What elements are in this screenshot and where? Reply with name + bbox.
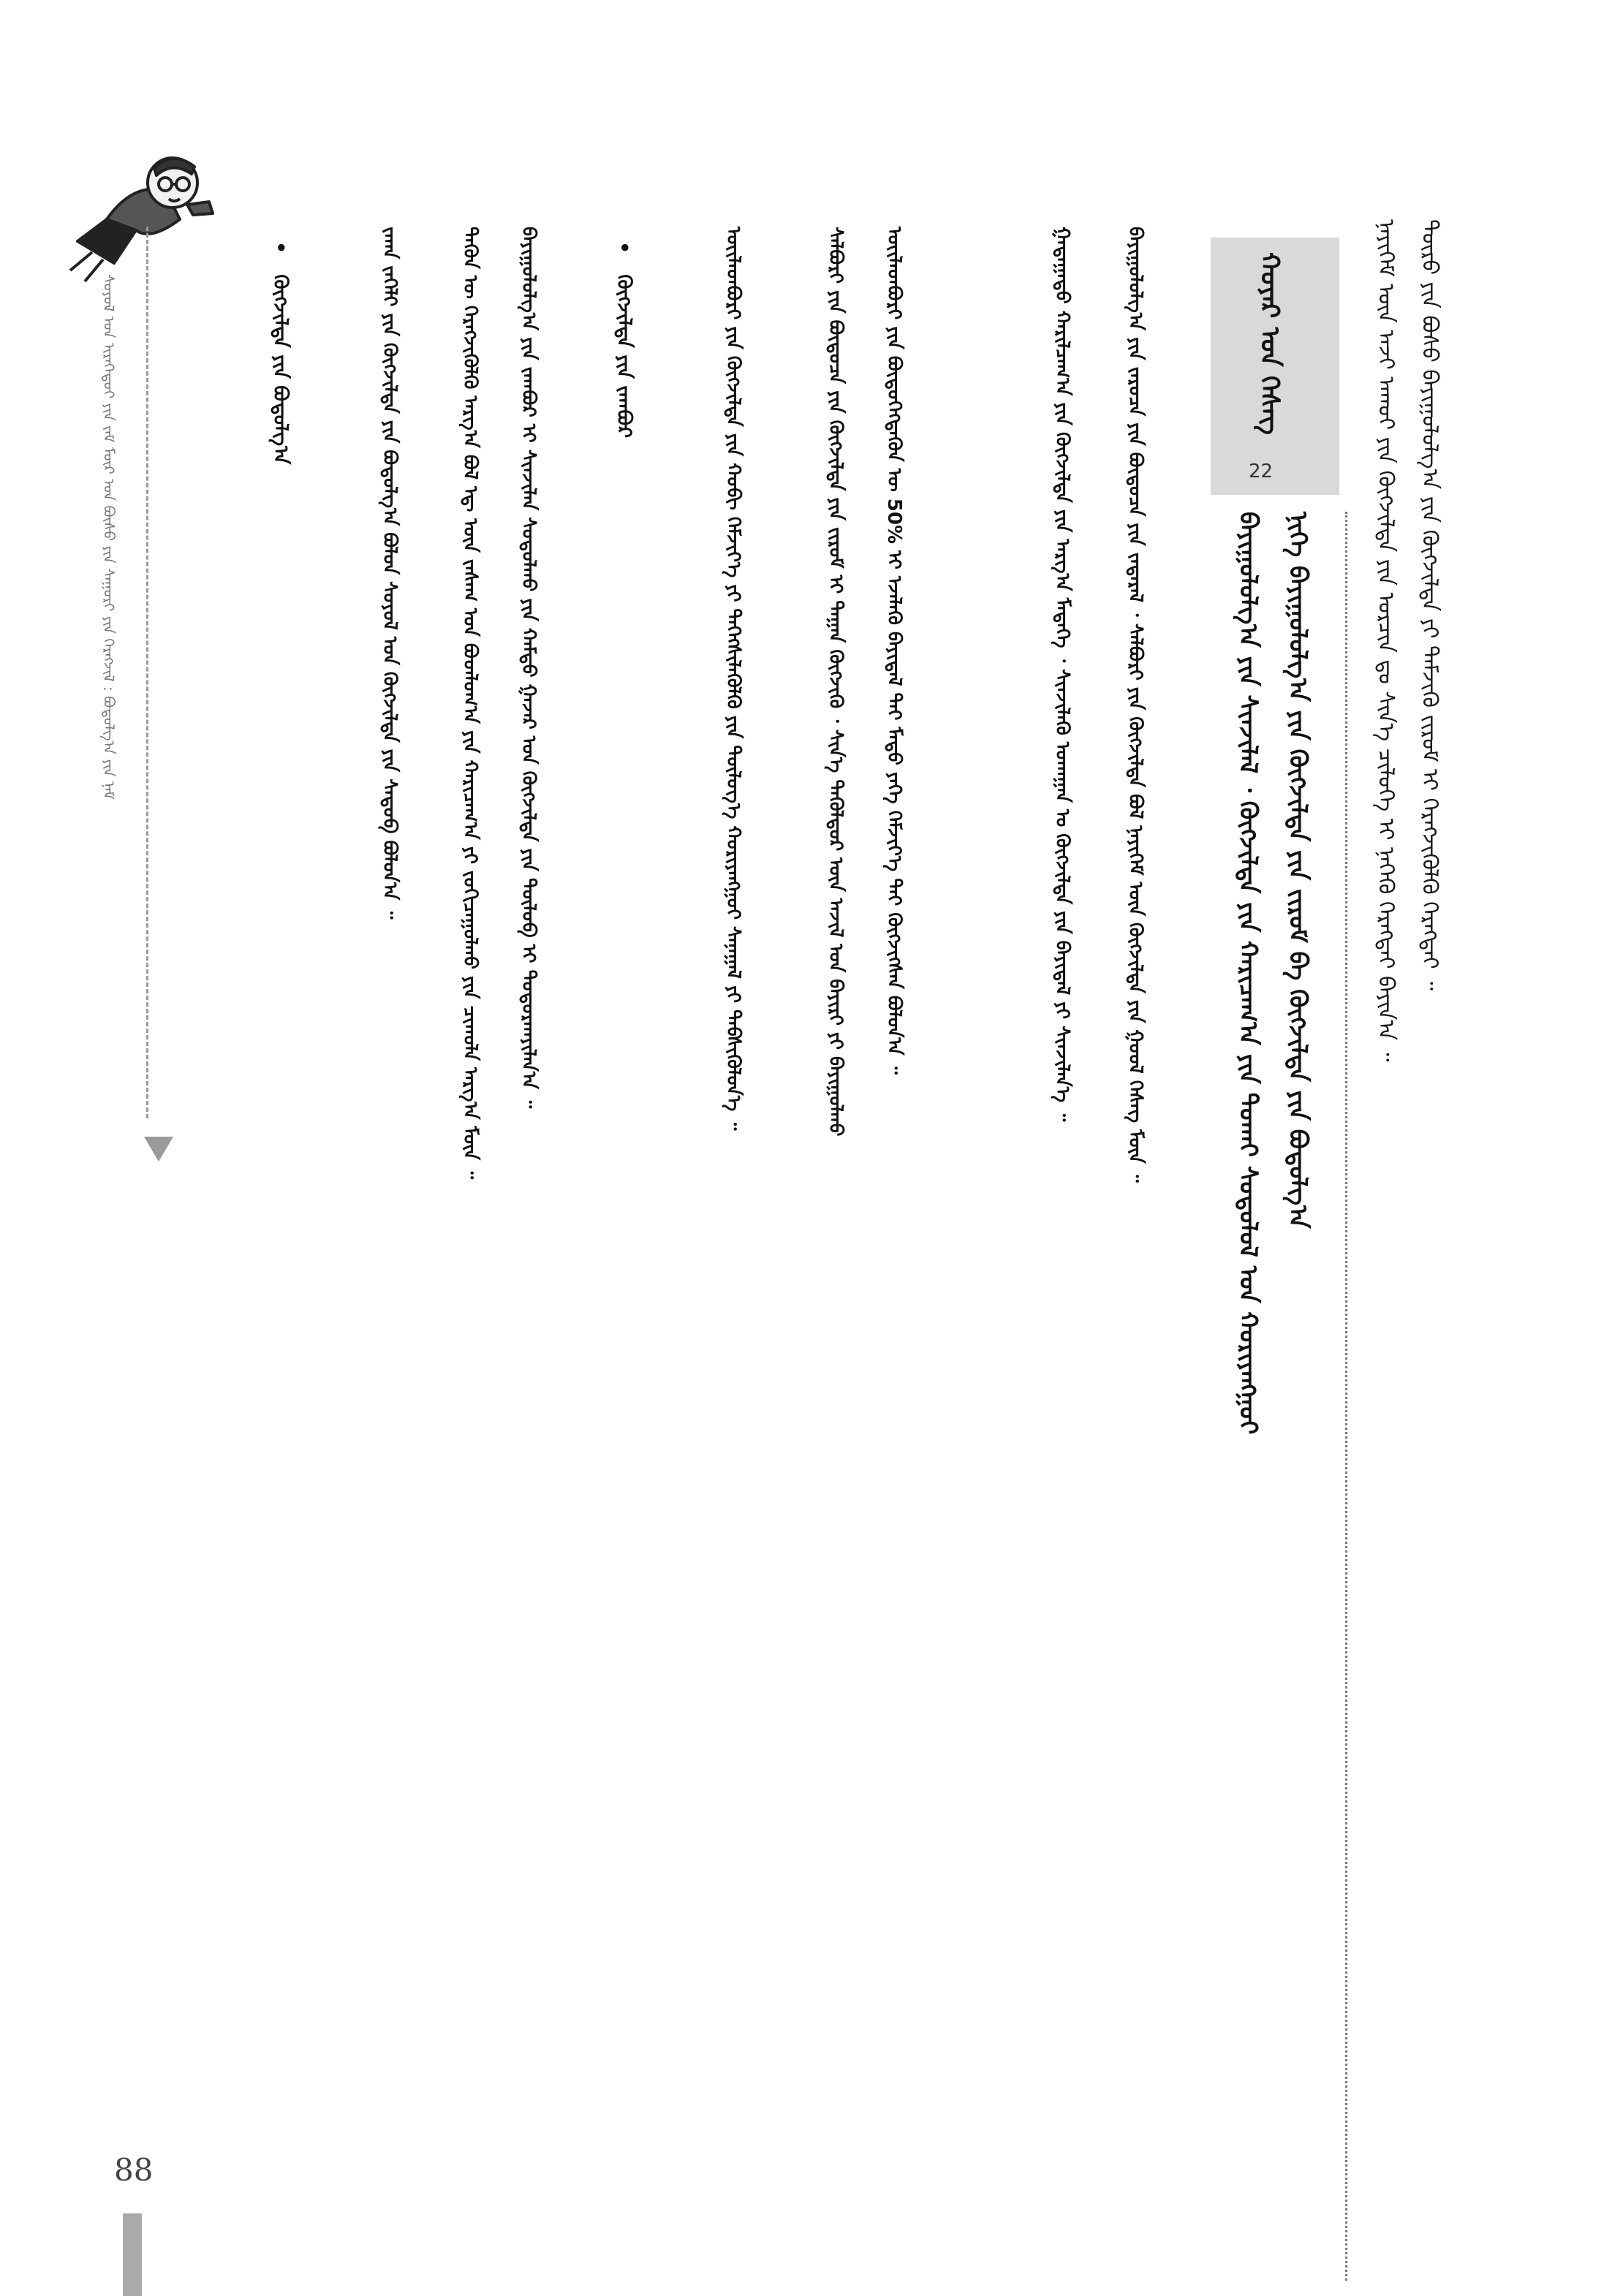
section-heading-line: ᠪᠠᠶᠢᠭᠤᠯᠤᠯᠭ᠎ᠠ ᠶᠢᠨ ᠰᠢᠨᠵᠢᠯᠡᠯ ᠂ ᠬᠥᠭᠵᠢᠯᠲᠡ ᠶᠢᠨ ᠬᠠᠷᠢᠴᠠᠭ᠎ᠠ ᠶᠢᠨ ᠲᠤᠬᠠᠢ ᠰᠤᠳᠤᠯᠤᠯ ᠤᠨ ᠬᠣᠷᠢᠶᠠᠩᠭᠤᠢ (1233, 512, 1263, 1435)
intro-column: ᠨᠡᠶᠢᠭᠡᠮ ᠦᠨ ᠠᠵᠢ ᠠᠬᠤᠢ ᠶᠢᠨ ᠬᠥᠭᠵᠢᠯᠲᠡ ᠶᠢᠨ ᠣᠷᠴᠢᠨ ᠳᠤ ᠰᠢᠨ᠎ᠡ ᠴᠢᠯᠦᠭᠡ ᠢ ᠨᠡᠬᠡᠬᠦ ᠬᠡᠷᠡᠭᠲᠡᠢ ᠪᠠᠶᠢᠨ᠎ᠠ ᠃ (1373, 219, 1399, 1062)
body-text-column: ᠦᠢᠯᠡᠳᠪᠦᠷᠢ ᠶᠢᠨ ᠬᠥᠭᠵᠢᠯᠲᠡ ᠶᠢᠨ ᠬᠤᠪᠢ ᠬᠡᠮᠵᠢᠶ᠎ᠡ ᠶᠢ ᠳᠡᠭᠡᠭᠰᠢᠯᠡᠭᠦᠯᠬᠦ ᠶᠢᠨ ᠲᠥᠯᠥᠭ᠎ᠡ ᠬᠣᠷᠢᠶᠠᠩᠭᠤᠢ ᠰᠠᠨᠠᠭᠠᠯ ᠶᠢ ᠳᠡᠪᠰᠢᠭᠦᠯᠦᠨ᠎ᠡ ᠃ (722, 227, 744, 1131)
section-divider (1345, 512, 1347, 2281)
page-number: 88 (114, 2152, 154, 2188)
bullet-icon: • (269, 241, 292, 254)
section-number: 22 (1249, 461, 1274, 482)
bullet-text-column: ᠵᠠᠬᠠ ᠵᠡᠭᠡᠯᠢ ᠶᠢᠨ ᠬᠥᠭᠵᠢᠯᠲᠡ ᠶᠢᠨ ᠪᠣᠳᠣᠯᠭ᠎ᠠ ᠪᠣᠯᠤᠨ ᠰᠣᠶᠣᠯ ᠤᠨ ᠬᠥᠭᠵᠢᠯᠲᠡ ᠶᠢᠨ ᠰᠡᠳᠦᠪ ᠪᠣᠯᠤᠨ᠎ᠠ ᠃ (379, 227, 401, 920)
bullet-heading-text: ᠬᠥᠭᠵᠢᠯᠲᠡ ᠶᠢᠨ ᠪᠣᠳᠣᠯᠭ᠎ᠠ (269, 274, 292, 465)
body-text-column: ᠰᠠᠯᠪᠤᠷᠢ ᠶᠢᠨ ᠪᠦᠲᠦᠴᠡ ᠶᠢᠨ ᠬᠥᠭᠵᠢᠯᠲᠡ ᠶᠢᠨ ᠵᠢᠷᠤᠮ ᠢ ᠳᠠᠭᠠᠨ ᠬᠥᠭᠵᠢᠬᠦ ᠂ ᠰᠢᠨ᠎ᠡ ᠲᠡᠭᠦᠯᠳᠦᠷ ᠦᠨ ᠠᠵᠢᠯ ᠤᠨ ᠪᠠᠶᠢᠷᠢ ᠶᠢ ᠪᠠᠶᠢᠭᠤᠯᠬᠤ (825, 227, 847, 1137)
bullet-text-column: ᠪᠠᠶᠢᠭᠤᠯᠤᠯᠭ᠎ᠠ ᠶᠢᠨ ᠵᠠᠭᠪᠤᠷ ᠢ ᠰᠢᠨᠵᠢᠯᠡᠨ ᠰᠤᠳᠤᠯᠬᠤ ᠶᠢᠨ ᠬᠠᠮᠲᠤ ᠭᠠᠵᠠᠷ ᠤᠨ ᠬᠥᠭᠵᠢᠯᠲᠡ ᠶᠢᠨ ᠲᠥᠯᠥᠪ ᠢ ᠲᠤᠳᠤᠷᠬᠠᠶᠢᠯᠠᠨ᠎ᠠ ᠃ (518, 227, 540, 1109)
section-title: ᠬᠣᠶᠠᠷ ᠤᠨ ᠬᠡᠰᠡᠭ (1255, 252, 1285, 435)
bullet-heading (270, 241, 290, 607)
bullet-text-column: ᠲᠡᠭᠦᠨ ᠦ ᠬᠡᠷᠡᠭᠵᠢᠭᠦᠯᠬᠦ ᠠᠷᠭ᠎ᠠ ᠪᠣᠯ ᠡᠳ᠋ ᠦᠨ ᠵᠠᠰᠠᠭ ᠤᠨ ᠪᠣᠳᠯᠣᠭ᠎ᠠ ᠶᠢᠨ ᠬᠠᠷᠢᠴᠠᠭ᠎ᠠ ᠶᠢ ᠵᠣᠬᠢᠴᠠᠭᠤᠯᠬᠤ ᠶᠢᠨ ᠴᠢᠬᠤᠯᠠ ᠠᠷᠭ᠎ᠠ ᠮᠥᠨ ᠃ (459, 227, 481, 1180)
body-text-column: ᠦᠢᠯᠡᠳᠪᠦᠷᠢ ᠶᠢᠨ ᠪᠦᠲᠦᠭᠡᠭᠳᠡᠬᠦᠨ ᠦ 50% ᠢ ᠡᠵᠡᠯᠡᠬᠦ ᠪᠠᠶᠢᠳᠠᠯ ᠲᠠᠢ ᠮᠡᠲᠦ ᠶᠡᠬᠡ ᠬᠡᠮᠵᠢᠶ᠎ᠡ ᠲᠠᠢ ᠬᠥᠭᠵᠢᠭᠰᠡᠨ ᠪᠣᠯᠤᠨ᠎ᠠ ᠃ (883, 227, 905, 1075)
bullet-icon: • (613, 241, 635, 254)
chapter-divider (146, 227, 148, 1118)
body-text-column: ᠭᠠᠳᠠᠭᠠᠳᠤ ᠬᠠᠷᠢᠯᠴᠠᠭ᠎ᠠ ᠶᠢᠨ ᠬᠥᠭᠵᠢᠯᠲᠡ ᠶᠢᠨ ᠠᠷᠭ᠎ᠠ ᠮᠡᠳᠡᠭᠡ ᠂ ᠰᠢᠨᠵᠢᠯᠡᠬᠦ ᠤᠬᠠᠭᠠᠨ ᠤ ᠬᠥᠭᠵᠢᠯᠲᠡ ᠶᠢᠨ ᠪᠠᠶᠢᠳᠠᠯ ᠶᠢ ᠰᠢᠨᠵᠢᠯᠡᠨ᠎ᠡ ᠃ (1051, 227, 1073, 1122)
flying-boy-mascot-icon (63, 132, 219, 288)
body-text-column: ᠪᠠᠶᠢᠭᠤᠯᠤᠯᠭ᠎ᠠ ᠶᠢᠨ ᠵᠠᠷᠤᠴᠠ ᠶᠢᠨ ᠪᠦᠲᠦᠴᠡ ᠶᠢᠨ ᠵᠠᠳᠠᠷᠠᠯ ᠂ ᠰᠠᠯᠪᠤᠷᠢ ᠶᠢᠨ ᠬᠥᠭᠵᠢᠯᠲᠡ ᠪᠣᠯ ᠨᠡᠶᠢᠭᠡᠮ ᠦᠨ ᠬᠥᠭᠵᠢᠯᠲᠡ ᠶᠢᠨ ᠭᠣᠣᠯ ᠬᠡᠰᠡᠭ ᠮᠥᠨ ᠃ (1124, 227, 1146, 1183)
chapter-arrow-icon (144, 1137, 173, 1162)
intro-column: ᠲᠦᠷᠦ ᠶᠢᠨ ᠪᠤᠰᠤ ᠪᠠᠶᠢᠭᠤᠯᠤᠯᠭ᠎ᠠ ᠶᠢᠨ ᠬᠥᠭᠵᠢᠯᠲᠡ ᠶᠢ ᠳᠡᠮᠵᠢᠬᠦ ᠵᠢᠷᠤᠮ ᠢ ᠬᠡᠷᠡᠭᠵᠢᠭᠦᠯᠬᠦ ᠬᠡᠷᠡᠭᠲᠡᠢ ᠃ (1417, 219, 1442, 991)
chapter-header: ᠰᠣᠶᠣᠯ ᠤᠨ ᠢᠷᠡᠭᠡᠳᠦᠢ ᠶᠢᠨ ᠵᠠᠮ ᠮᠥᠷ ᠤᠨ ᠪᠥᠰᠥ ᠶᠢᠨ ᠰᠠᠭᠤᠷᠢ ᠶᠢᠨ ᠬᠡᠷᠡᠭᠵᠢᠯ : ᠪᠣᠳᠣᠯᠭ᠎ᠠ ᠶᠢᠨ ᠨᠠᠮ (100, 274, 118, 800)
section-heading-line: ᠨᠢᠭᠡ ᠪᠠᠶᠢᠭᠤᠯᠤᠯᠭ᠎ᠠ ᠶᠢᠨ ᠬᠥᠭᠵᠢᠯᠲᠡ ᠶᠢᠨ ᠵᠢᠷᠤᠮ ᠪᠠ ᠬᠥᠭᠵᠢᠯᠲᠡ ᠶᠢᠨ ᠪᠣᠳᠣᠯᠭ᠎ᠠ (1283, 512, 1312, 1229)
bullet-heading-text: ᠬᠥᠭᠵᠢᠯᠲᠡ ᠶᠢᠨ ᠵᠠᠭᠪᠤᠷ (613, 274, 635, 439)
bullet-heading (614, 241, 634, 607)
page-tab-marker (123, 2213, 142, 2296)
